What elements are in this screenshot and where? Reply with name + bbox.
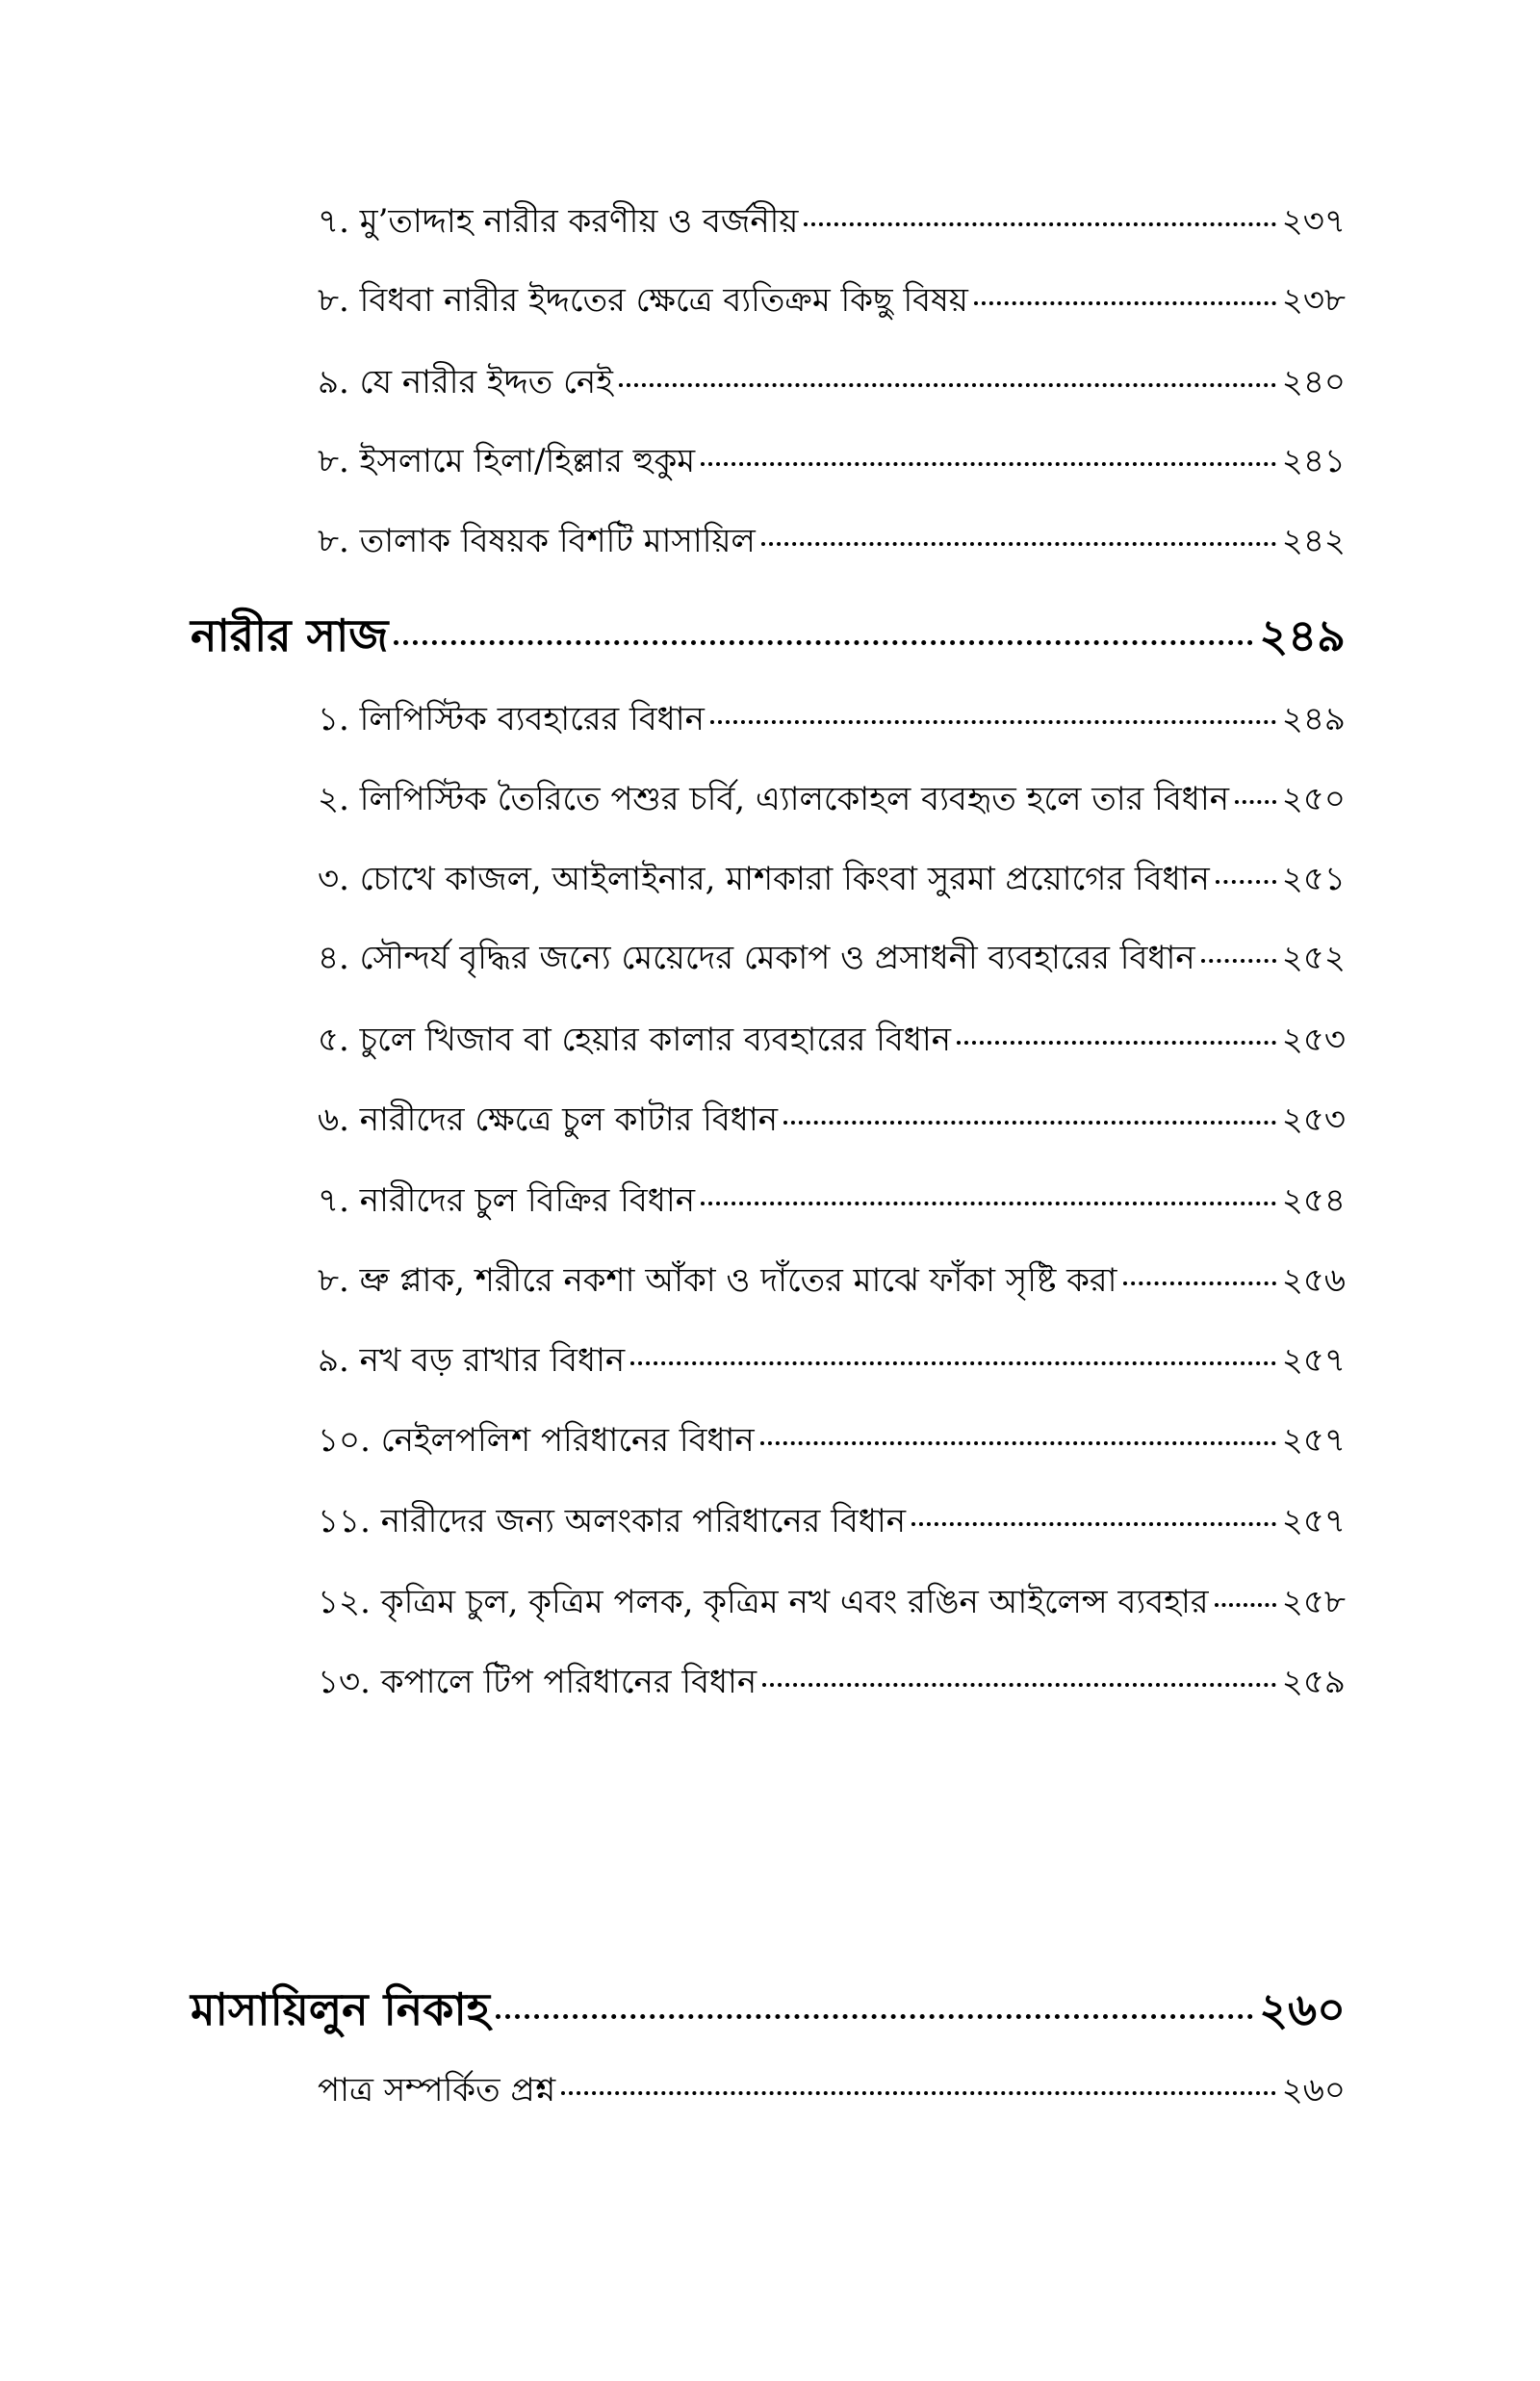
toc-entry-page: ২৫৮ xyxy=(1281,1583,1346,1621)
toc-entry-label: ৮. তালাক বিষয়ক বিশটি মাসায়িল xyxy=(318,522,756,560)
section-heading-label: নারীর সাজ xyxy=(191,609,389,661)
toc-entry xyxy=(318,2066,1346,2114)
toc-entry-label: পাত্র সম্পর্কিত প্রশ্ন xyxy=(318,2071,556,2109)
toc-entry xyxy=(318,197,1346,246)
toc-entry-page: ২৫৭ xyxy=(1281,1502,1346,1540)
toc-entry-label: ৬. নারীদের ক্ষেত্রে চুল কাটার বিধান xyxy=(318,1100,779,1139)
toc-entry xyxy=(318,855,1346,903)
toc-entry-label: ৮. বিধবা নারীর ইদ্দতের ক্ষেত্রে ব্যতিক্রম কিছু বিষয় xyxy=(318,281,968,320)
toc-entry-page: ২৫৬ xyxy=(1281,1261,1346,1300)
toc-entry-label: ১১. নারীদের জন্য অলংকার পরিধানের বিধান xyxy=(318,1502,907,1540)
dot-leader xyxy=(957,1041,1276,1045)
dot-leader xyxy=(1216,880,1276,884)
dot-leader xyxy=(701,462,1276,466)
dot-leader xyxy=(619,383,1276,387)
toc-entry-label: ৭. মু’তাদ্দাহ নারীর করণীয় ও বর্জনীয় xyxy=(318,202,799,241)
toc-entry xyxy=(318,437,1346,485)
toc-entry-label: ২. লিপিস্টিক তৈরিতে পশুর চর্বি, এ্যালকোহল ব্যবহৃত হলে তার বিধান xyxy=(318,780,1229,818)
toc-entry xyxy=(318,1497,1346,1545)
toc-entry-page: ২৫৩ xyxy=(1281,1100,1346,1139)
section-heading xyxy=(191,605,1346,666)
toc-entry xyxy=(318,517,1346,565)
toc-entry-page: ২৫২ xyxy=(1281,939,1346,977)
toc-entry-label: ৯. যে নারীর ইদ্দত নেই xyxy=(318,363,613,401)
toc-entry xyxy=(318,695,1346,743)
toc-entry-page: ২৫৭ xyxy=(1281,1341,1346,1380)
toc-entry xyxy=(318,1658,1346,1706)
toc-entry xyxy=(318,775,1346,823)
toc-entry-label: ৭. নারীদের চুল বিক্রির বিধান xyxy=(318,1181,696,1220)
toc-entry xyxy=(318,1016,1346,1064)
toc-entry xyxy=(318,1177,1346,1225)
toc-entry-page: ২৫৯ xyxy=(1281,1663,1346,1701)
section-heading-page: ২৬০ xyxy=(1259,1983,1346,2035)
dot-leader xyxy=(1235,800,1276,804)
toc-entry xyxy=(318,934,1346,982)
dot-leader xyxy=(394,640,1253,645)
toc-entry-page: ২৩৭ xyxy=(1281,202,1346,241)
dot-leader xyxy=(630,1361,1275,1365)
toc-entry-page: ২৫৩ xyxy=(1281,1021,1346,1059)
toc-entry xyxy=(318,276,1346,324)
dot-leader xyxy=(761,542,1276,546)
dot-leader xyxy=(911,1522,1276,1526)
toc-entry-page: ২৪২ xyxy=(1281,522,1346,560)
toc-entry-page: ২৪০ xyxy=(1281,363,1346,401)
toc-entry xyxy=(318,1416,1346,1464)
dot-leader xyxy=(760,1441,1276,1445)
toc-entry-page: ২৫৪ xyxy=(1281,1181,1346,1220)
toc-entry-label: ৫. চুলে খিজাব বা হেয়ার কালার ব্যবহারের বিধান xyxy=(318,1021,952,1059)
toc-entry-label: ৮. ভ্রু প্লাক, শরীরে নকশা আঁকা ও দাঁতের মাঝে ফাঁকা সৃষ্টি করা xyxy=(318,1261,1117,1300)
dot-leader xyxy=(762,1683,1276,1687)
toc-entry-page: ২৪১ xyxy=(1281,442,1346,480)
section-heading-label: মাসায়িলুন নিকাহ xyxy=(191,1983,490,2035)
toc-entry-page: ২৩৮ xyxy=(1281,281,1346,320)
toc-entry-page: ২৬০ xyxy=(1281,2071,1346,2109)
toc-entry-page: ২৫১ xyxy=(1281,860,1346,898)
toc-entry xyxy=(318,1336,1346,1385)
dot-leader xyxy=(1215,1603,1276,1607)
toc-entry-label: ১. লিপিস্টিক ব্যবহারের বিধান xyxy=(318,700,705,738)
toc-entry-page: ২৪৯ xyxy=(1281,700,1346,738)
dot-leader xyxy=(804,222,1275,226)
dot-leader xyxy=(1201,959,1276,963)
toc-entry xyxy=(318,1096,1346,1144)
dot-leader xyxy=(561,2091,1275,2095)
section-heading-page: ২৪৯ xyxy=(1259,609,1346,661)
dot-leader xyxy=(1123,1281,1276,1285)
dot-leader xyxy=(710,720,1276,724)
dot-leader xyxy=(701,1202,1276,1205)
toc-entry xyxy=(318,1578,1346,1626)
toc-entry-label: ৮. ইসলামে হিলা/হিল্লার হুকুম xyxy=(318,442,696,480)
toc-entry-label: ৩. চোখে কাজল, আইলাইনার, মাশকারা কিংবা সুরমা প্রয়োগের বিধান xyxy=(318,860,1210,898)
toc-entry-label: ১৩. কপালে টিপ পরিধানের বিধান xyxy=(318,1663,757,1701)
dot-leader xyxy=(974,301,1276,305)
toc-entry xyxy=(318,358,1346,406)
toc-entry-page: ২৫০ xyxy=(1281,780,1346,818)
toc-entry-label: ১২. কৃত্রিম চুল, কৃত্রিম পলক, কৃত্রিম নখ এবং রঙিন আইলেন্স ব্যবহার xyxy=(318,1583,1209,1621)
toc-entry-page: ২৫৭ xyxy=(1281,1421,1346,1460)
toc-entry-label: ৯. নখ বড় রাখার বিধান xyxy=(318,1341,626,1380)
dot-leader xyxy=(496,2014,1253,2019)
toc-entry-label: ১০. নেইলপলিশ পরিধানের বিধান xyxy=(318,1421,755,1460)
dot-leader xyxy=(783,1121,1276,1125)
toc-entry xyxy=(318,1256,1346,1305)
toc-entry-label: ৪. সৌন্দর্য বৃদ্ধির জন্যে মেয়েদের মেকাপ ও প্রসাধনী ব্যবহারের বিধান xyxy=(318,939,1195,977)
section-heading xyxy=(191,1979,1346,2040)
